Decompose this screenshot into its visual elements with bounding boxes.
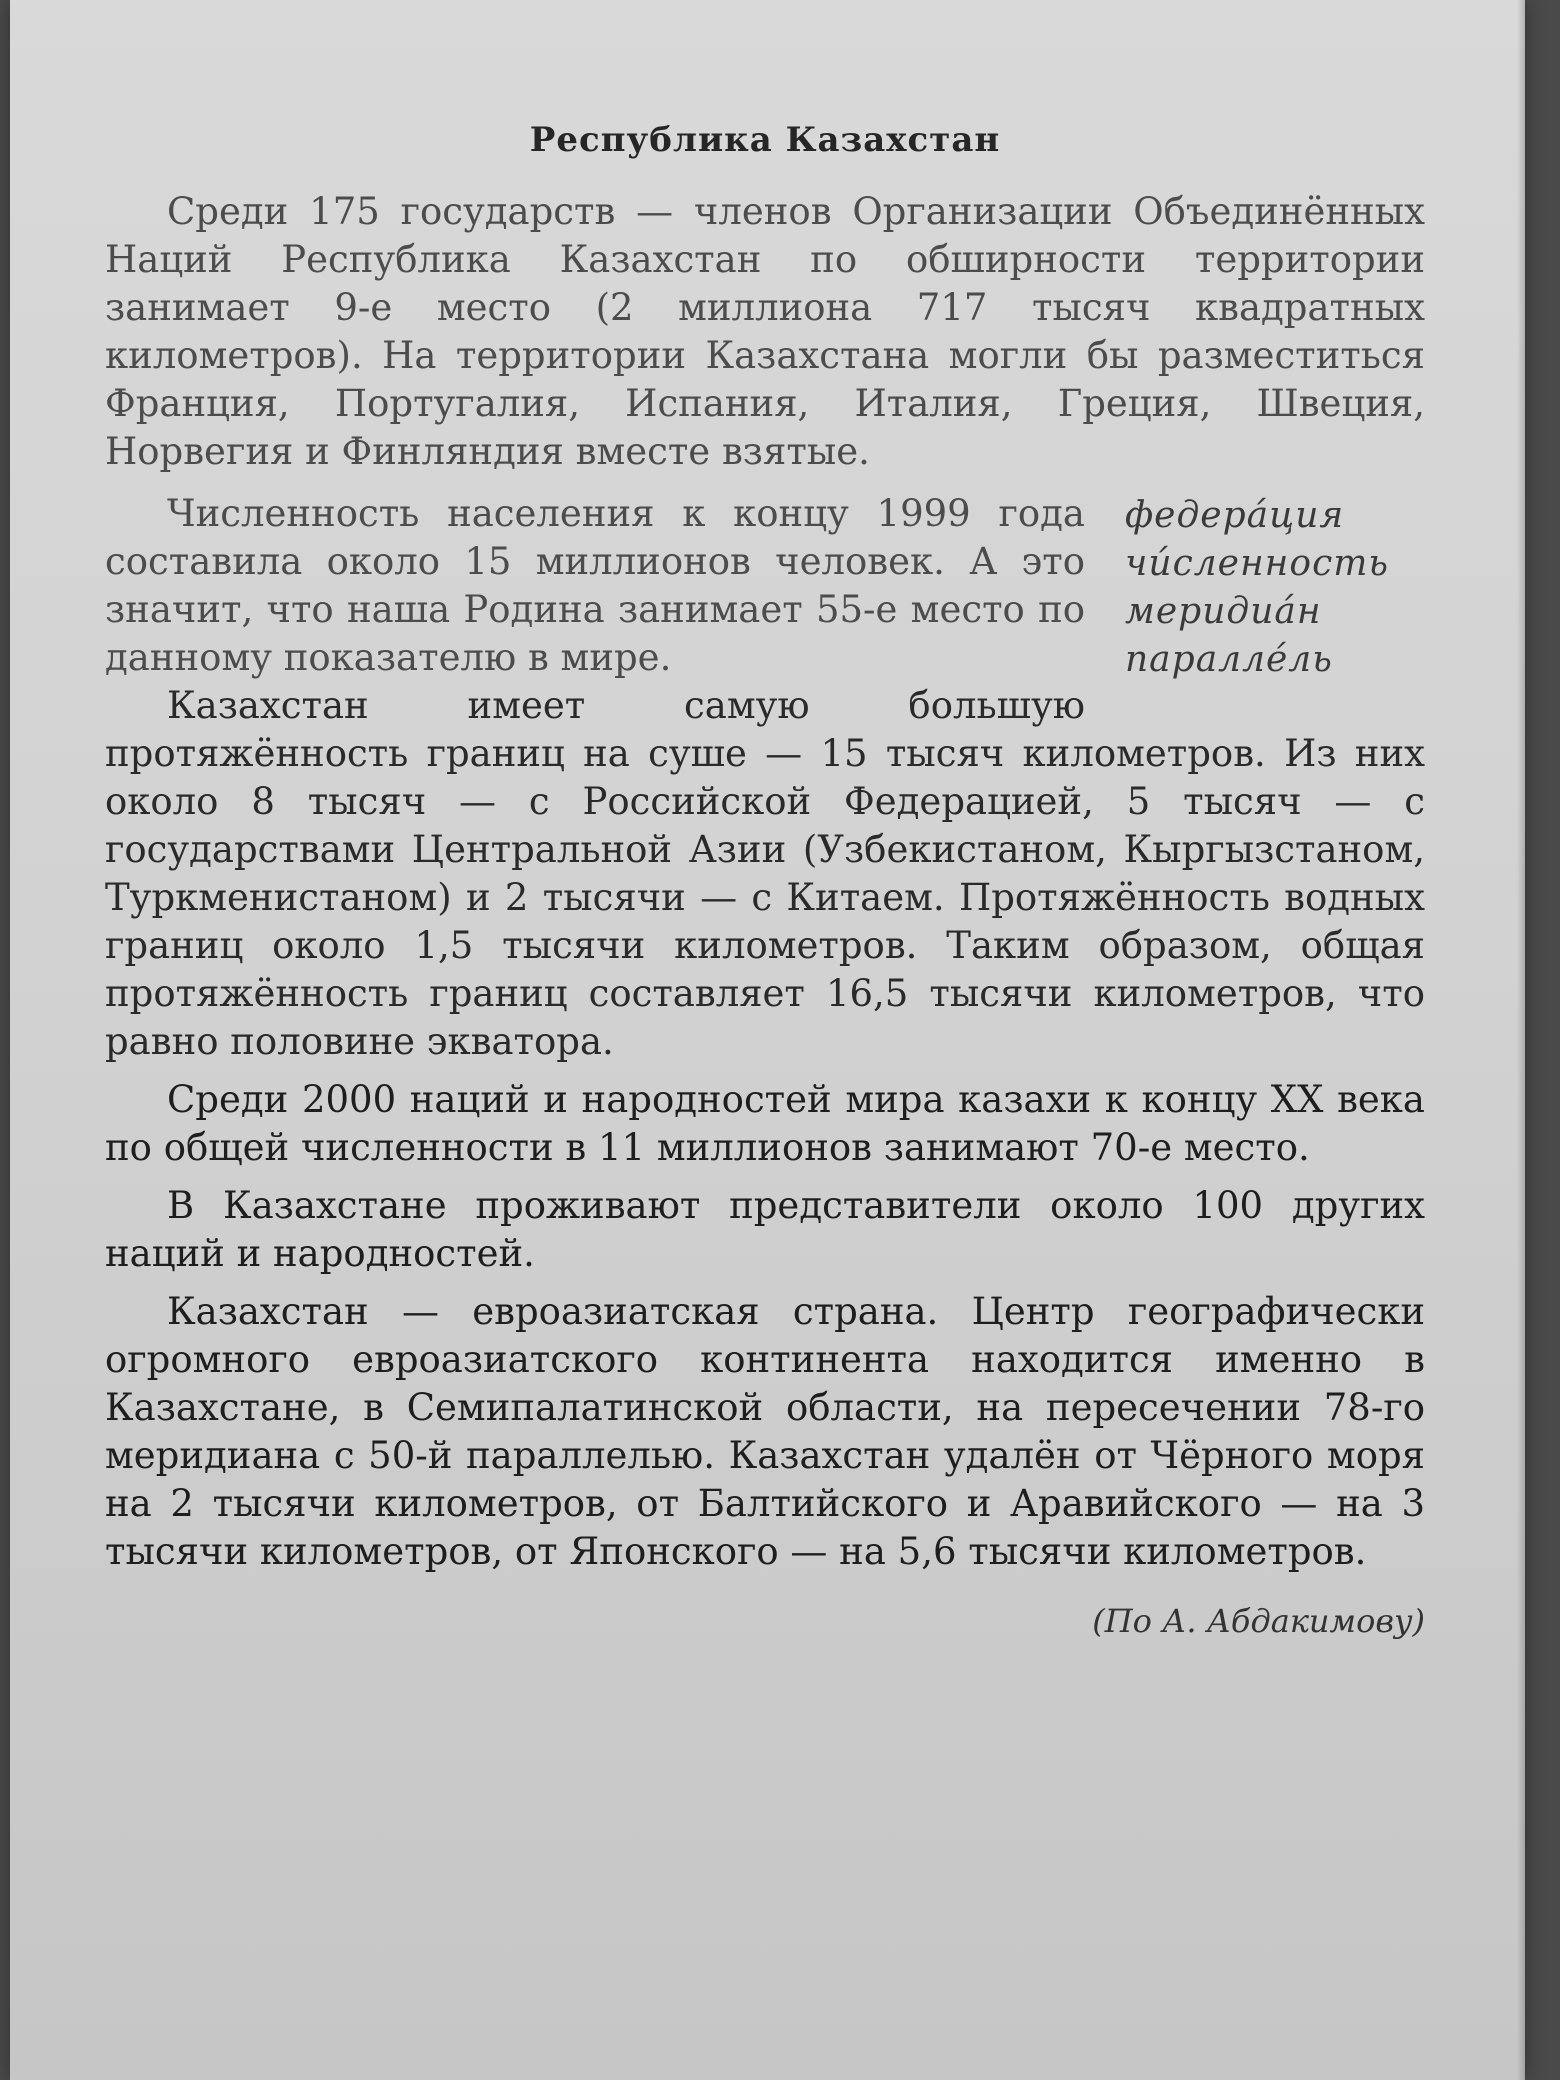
- source-attribution: (По А. Абдакимову): [1092, 1602, 1425, 1640]
- vocabulary-sidebar: [1125, 490, 1425, 684]
- book-page: [10, 0, 1525, 2080]
- page-edge-shadow: [1517, 0, 1525, 2080]
- vocabulary-word: федера́ция: [1125, 495, 1345, 536]
- text-content: [105, 120, 1425, 1640]
- vocabulary-word: паралле́ль: [1125, 639, 1333, 680]
- vocabulary-word: меридиа́н: [1125, 591, 1322, 632]
- paragraph-2: Численность населения к концу 1999 года составила около 15 миллионов человек. А это значит, что наша Родина занимает 55-е место по данному показателю в мире.: [105, 492, 1085, 679]
- paragraph-with-vocabulary: [105, 490, 1425, 1066]
- vocabulary-word: чи́сленность: [1125, 543, 1389, 584]
- paragraph-1: Среди 175 государств — членов Организации Объединённых Наций Республика Казахстан по обширности территории занимает 9-е место (2 миллиона 717 тысяч квадратных километров). На территории Казахстана могли бы разместиться Франция, Португалия, Испания, Италия, Греция, Швеция, Норвегия и Финляндия вместе взятые.: [105, 190, 1425, 473]
- page-title: Республика Казахстан: [529, 120, 1001, 160]
- paragraph-6: Казахстан — евроазиатская страна. Центр географически огромного евроазиатского континента находится именно в Казахстане, в Семипалатинской области, на пересечении 78-го меридиана с 50-й параллелью. Казахстан удалён от Чёрного моря на 2 тысячи километров, от Балтийского и Аравийского — на 3 тысячи километров, от Японского — на 5,6 тысячи километров.: [105, 1290, 1425, 1573]
- paragraph-4: Среди 2000 наций и народностей мира казахи к концу XX века по общей численности в 11 миллионов занимают 70-е место.: [105, 1078, 1425, 1169]
- paragraph-5: В Казахстане проживают представители около 100 других наций и народностей.: [105, 1184, 1425, 1275]
- paragraph-3: Казахстан имеет самую большую протяжённость границ на суше — 15 тысяч километров. Из них около 8 тысяч — с Российской Федерацией, 5 тысяч — с государствами Центральной Азии (Узбекистаном, Кыргызстаном, Туркменистаном) и 2 тысячи — с Китаем. Протяжённость водных границ около 1,5 тысячи километров. Таким образом, общая протяжённость границ составляет 16,5 тысячи километров, что равно половине экватора.: [105, 684, 1425, 1063]
